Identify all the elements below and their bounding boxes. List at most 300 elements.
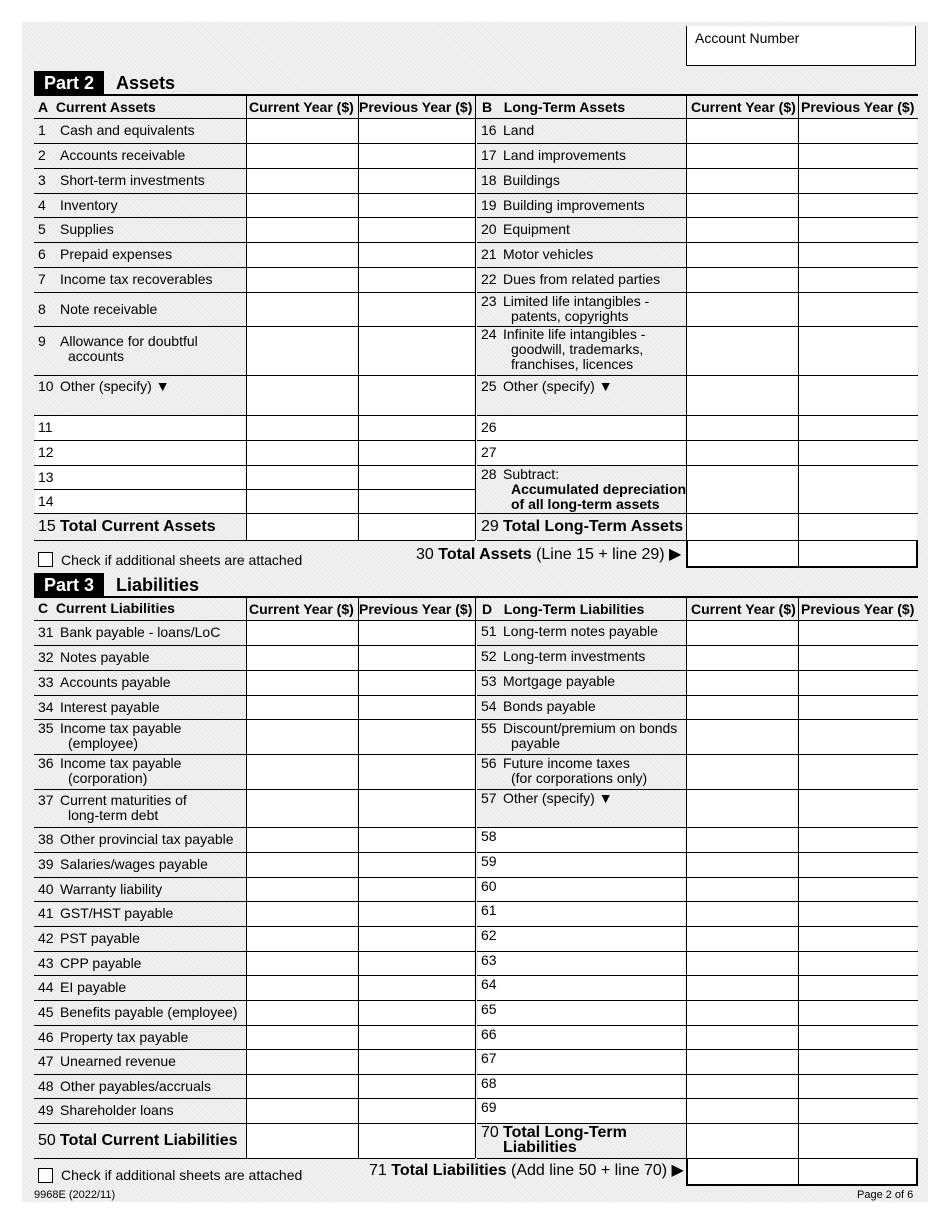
liabilities-additional-sheets-checkbox[interactable] [38,1168,53,1183]
previous-year-input-line-49[interactable] [358,1099,474,1123]
row-label-line-15 [38,519,244,534]
previous-year-input-line-15[interactable] [358,514,474,540]
line-number: 28 [481,466,497,482]
line-number: 8 [38,301,46,317]
current-year-input-line-6[interactable] [247,243,357,267]
line-number: 2 [38,147,46,163]
current-year-input-line-47[interactable] [247,1050,357,1074]
current-year-input-line-18[interactable] [687,169,797,193]
current-year-input-line-8[interactable] [247,293,357,326]
current-year-input-line-62[interactable] [687,927,797,951]
previous-year-input-line-7[interactable] [358,268,474,292]
line-description: Accounts receivable [60,147,186,163]
previous-year-input-line-8[interactable] [358,293,474,326]
previous-year-input-line-3[interactable] [358,169,474,193]
total-liabilities-number: 71 [369,1162,387,1179]
line-number: 39 [38,856,54,872]
previous-year-input-line-40[interactable] [358,878,474,901]
previous-year-input-line-43[interactable] [358,952,474,975]
line-description: Dues from related parties [503,271,661,287]
previous-year-input-line-69[interactable] [798,1099,917,1123]
current-year-input-line-41[interactable] [247,902,357,926]
current-year-input-line-63[interactable] [687,952,797,975]
column-divider [246,94,247,540]
current-year-input-line-40[interactable] [247,878,357,901]
previous-year-input-line-32[interactable] [358,646,474,670]
current-year-input-line-55[interactable] [687,720,797,754]
previous-year-input-line-1[interactable] [358,119,474,143]
line-number: 56 [481,755,497,771]
line-number: 59 [481,853,497,869]
line-description: Mortgage payable [503,673,616,689]
col-previous-c: Previous Year ($) [359,601,473,617]
previous-year-input-line-10[interactable] [358,376,474,415]
current-year-input-line-5[interactable] [247,218,357,242]
row-label-line-21 [481,247,684,262]
row-label-line-23 [481,294,684,324]
line-description: Land improvements [503,147,626,163]
previous-year-input-line-23[interactable] [798,293,917,326]
row-divider [34,1158,475,1159]
col-current-b: Current Year ($) [691,99,796,115]
previous-year-input-line-45[interactable] [358,1001,474,1025]
previous-year-input-line-14[interactable] [358,490,474,513]
row-label-line-40 [38,882,244,897]
row-label-line-35 [38,721,244,751]
line-description: Future income taxes [503,755,630,771]
line-number: 9 [38,333,46,349]
previous-year-input-line-48[interactable] [358,1075,474,1098]
line-number: 4 [38,197,46,213]
column-divider [798,596,799,1158]
current-year-input-line-45[interactable] [247,1001,357,1025]
line-description-cont: of all long-term assets [511,496,660,512]
previous-year-input-line-18[interactable] [798,169,917,193]
previous-year-input-line-27[interactable] [798,441,917,465]
current-year-input-line-61[interactable] [687,902,797,926]
current-year-input-line-49[interactable] [247,1099,357,1123]
column-divider [246,596,247,1158]
line-description: Total Current Assets [60,518,216,535]
row-label-line-10 [38,379,244,394]
current-year-input-line-10[interactable] [247,376,357,415]
current-year-input-line-12[interactable] [247,441,357,465]
current-year-input-line-57[interactable] [687,790,797,827]
line-number: 21 [481,246,497,262]
line-number: 58 [481,828,497,844]
previous-year-input-line-5[interactable] [358,218,474,242]
line-description: Short-term investments [60,172,205,188]
line-description: PST payable [60,930,140,946]
row-label-line-2 [38,148,244,163]
previous-year-input-line-4[interactable] [358,194,474,217]
row-label-line-65 [481,1002,684,1017]
line-number: 54 [481,698,497,714]
previous-year-input-line-21[interactable] [798,243,917,267]
line-number: 34 [38,699,54,715]
row-label-line-66 [481,1027,684,1042]
previous-year-input-line-41[interactable] [358,902,474,926]
row-label-line-22 [481,272,684,287]
part3-name: Liabilities [116,574,200,595]
total-assets-note: (Line 15 + line 29) [536,546,665,563]
current-year-input-line-1[interactable] [247,119,357,143]
column-divider [475,596,476,1158]
current-year-input-line-66[interactable] [687,1026,797,1049]
current-year-input-line-67[interactable] [687,1050,797,1074]
row-label-line-6 [38,247,244,262]
line-number: 40 [38,881,54,897]
current-year-input-line-56[interactable] [687,755,797,789]
line-description: Other payables/accruals [60,1078,211,1094]
line-number: 64 [481,976,497,992]
previous-year-input-line-52[interactable] [798,646,917,670]
previous-year-input-line-66[interactable] [798,1026,917,1049]
current-year-input-line-4[interactable] [247,194,357,217]
previous-year-input-line-54[interactable] [798,696,917,719]
previous-year-input-line-47[interactable] [358,1050,474,1074]
line-number: 62 [481,927,497,943]
line-number: 14 [38,493,54,509]
row-label-line-24 [481,327,684,372]
column-divider [686,94,687,540]
current-year-input-line-7[interactable] [247,268,357,292]
box-edge [686,540,688,568]
current-year-input-line-69[interactable] [687,1099,797,1123]
row-divider [34,540,475,541]
line-number: 53 [481,673,497,689]
previous-year-input-line-35[interactable] [358,720,474,754]
current-year-input-line-51[interactable] [687,621,797,645]
line-number: 6 [38,246,46,262]
previous-year-input-line-2[interactable] [358,144,474,168]
previous-year-input-line-59[interactable] [798,853,917,877]
row-label-line-43 [38,956,244,971]
line-description: Income tax payable [60,720,182,736]
previous-year-input-line-50[interactable] [358,1124,474,1158]
row-label-line-4 [38,198,244,213]
line-description: Discount/premium on bonds [503,720,678,736]
current-year-input-line-48[interactable] [247,1075,357,1098]
row-label-line-3 [38,173,244,188]
line-number: 43 [38,955,54,971]
line-number: 17 [481,147,497,163]
box-edge [686,566,918,568]
previous-year-input-line-25[interactable] [798,376,917,415]
previous-year-input-line-67[interactable] [798,1050,917,1074]
current-year-input-line-33[interactable] [247,671,357,695]
row-label-line-29 [481,519,684,534]
current-year-input-line-53[interactable] [687,671,797,695]
row-label-line-17 [481,148,684,163]
current-year-input-line-26[interactable] [687,416,797,440]
line-description: Accounts payable [60,674,171,690]
previous-year-input-line-19[interactable] [798,194,917,217]
current-year-input-line-20[interactable] [687,218,797,242]
line-number: 65 [481,1001,497,1017]
line-description-cont: payable [511,735,561,751]
section-d-title: Long-Term Liabilities [503,601,645,617]
line-number: 16 [481,122,497,138]
line-description: Interest payable [60,699,160,715]
line-description-cont: goodwill, trademarks, [511,341,644,357]
row-label-line-25 [481,379,684,394]
row-label-line-18 [481,173,684,188]
current-year-input-line-42[interactable] [247,927,357,951]
line-description-cont: (corporation) [68,770,148,786]
current-year-input-line-24[interactable] [687,327,797,375]
section-b-title: Long-Term Assets [503,99,626,115]
current-year-input-line-27[interactable] [687,441,797,465]
previous-year-input-line-57[interactable] [798,790,917,827]
previous-year-input-line-20[interactable] [798,218,917,242]
line-number: 51 [481,623,497,639]
row-label-line-46 [38,1030,244,1045]
previous-year-input-line-38[interactable] [358,828,474,852]
previous-year-input-line-26[interactable] [798,416,917,440]
previous-year-input-line-36[interactable] [358,755,474,789]
current-year-input-line-43[interactable] [247,952,357,975]
previous-year-input-line-65[interactable] [798,1001,917,1025]
column-divider [358,596,359,1158]
previous-year-input-line-16[interactable] [798,119,917,143]
current-year-input-line-65[interactable] [687,1001,797,1025]
line-description: Property tax payable [60,1029,189,1045]
current-year-input-line-46[interactable] [247,1026,357,1049]
arrow-right-icon: ▶ [669,546,682,563]
previous-year-input-line-6[interactable] [358,243,474,267]
current-year-input-line-68[interactable] [687,1075,797,1098]
section-b-header [482,99,625,115]
previous-year-input-line-34[interactable] [358,696,474,719]
current-year-input-line-38[interactable] [247,828,357,852]
previous-year-input-line-11[interactable] [358,416,474,440]
previous-year-input-line-42[interactable] [358,927,474,951]
line-number: 10 [38,378,54,394]
line-description: Bonds payable [503,698,596,714]
column-divider [798,94,799,540]
previous-year-input-line-12[interactable] [358,441,474,465]
line-number: 42 [38,930,54,946]
previous-year-input-line-46[interactable] [358,1026,474,1049]
row-label-line-27 [481,445,684,460]
row-label-line-38 [38,832,244,847]
line-number: 26 [481,419,497,435]
line-description: Buildings [503,172,560,188]
total-liabilities-label [369,1160,684,1180]
current-year-input-line-50[interactable] [247,1124,357,1158]
previous-year-input-line-64[interactable] [798,976,917,1000]
current-year-input-line-13[interactable] [247,466,357,489]
previous-year-input-line-13[interactable] [358,466,474,489]
row-label-line-57 [481,791,684,806]
line-description-cont: Liabilities [503,1139,577,1156]
line-description: Unearned revenue [60,1053,176,1069]
previous-year-input-line-61[interactable] [798,902,917,926]
total-liabilities-note: (Add line 50 + line 70) [510,1162,668,1179]
current-year-input-line-70[interactable] [687,1124,797,1158]
row-label-line-51 [481,624,684,639]
line-number: 49 [38,1102,54,1118]
line-number: 35 [38,720,54,736]
previous-year-input-line-62[interactable] [798,927,917,951]
current-year-input-line-19[interactable] [687,194,797,217]
current-year-input-line-14[interactable] [247,490,357,513]
row-label-line-63 [481,953,684,968]
previous-year-input-line-33[interactable] [358,671,474,695]
previous-year-input-line-58[interactable] [798,828,917,852]
current-year-input-line-54[interactable] [687,696,797,719]
current-year-input-line-22[interactable] [687,268,797,292]
current-year-input-line-35[interactable] [247,720,357,754]
current-year-input-line-9[interactable] [247,327,357,375]
previous-year-input-line-56[interactable] [798,755,917,789]
row-label-line-32 [38,650,244,665]
line-description: GST/HST payable [60,905,174,921]
current-year-input-line-21[interactable] [687,243,797,267]
previous-year-input-line-29[interactable] [798,514,917,540]
line-description: Income tax payable [60,755,182,771]
current-year-input-line-28[interactable] [687,466,797,513]
assets-additional-sheets-checkbox[interactable] [38,552,53,567]
line-description: Bank payable - loans/LoC [60,624,221,640]
row-label-line-47 [38,1054,244,1069]
arrow-right-icon: ▶ [671,1162,684,1179]
line-description: Long-term notes payable [503,623,658,639]
previous-year-input-line-37[interactable] [358,790,474,827]
line-description-cont: long-term debt [68,807,159,823]
previous-year-input-line-44[interactable] [358,976,474,1000]
page-number: Page 2 of 6 [857,1189,914,1201]
line-number: 32 [38,649,54,665]
line-number: 67 [481,1050,497,1066]
previous-year-input-line-68[interactable] [798,1075,917,1098]
row-label-line-59 [481,854,684,869]
line-number: 60 [481,878,497,894]
line-number: 45 [38,1004,54,1020]
previous-year-input-line-9[interactable] [358,327,474,375]
col-current-c: Current Year ($) [249,601,354,617]
row-label-line-44 [38,980,244,995]
section-c-letter: C [38,600,49,616]
total-assets-number: 30 [416,546,434,563]
previous-year-input-line-24[interactable] [798,327,917,375]
previous-year-input-line-55[interactable] [798,720,917,754]
box-edge [686,1184,918,1186]
line-number: 38 [38,831,54,847]
previous-year-input-line-28[interactable] [798,466,917,513]
previous-year-input-line-22[interactable] [798,268,917,292]
current-year-input-line-39[interactable] [247,853,357,877]
row-label-line-61 [481,903,684,918]
line-description: EI payable [60,979,127,995]
row-label-line-64 [481,977,684,992]
row-label-line-9 [38,334,244,364]
current-year-input-line-2[interactable] [247,144,357,168]
part3-label: Part 3 [34,573,104,597]
previous-year-input-line-17[interactable] [798,144,917,168]
row-label-line-68 [481,1076,684,1091]
current-year-input-line-25[interactable] [687,376,797,415]
line-number: 20 [481,221,497,237]
line-number: 24 [481,326,497,342]
line-number: 41 [38,905,54,921]
current-year-input-line-64[interactable] [687,976,797,1000]
current-year-input-line-11[interactable] [247,416,357,440]
current-year-input-line-44[interactable] [247,976,357,1000]
section-b-letter: B [482,99,493,115]
current-year-input-line-15[interactable] [247,514,357,540]
row-label-line-7 [38,272,244,287]
row-label-line-26 [481,420,684,435]
total-assets-input[interactable] [688,541,916,567]
current-year-input-line-3[interactable] [247,169,357,193]
current-year-input-line-60[interactable] [687,878,797,901]
line-description: Equipment [503,221,570,237]
current-year-input-line-31[interactable] [247,621,357,645]
row-label-line-14 [38,494,244,509]
line-description-cont: patents, copyrights [511,308,629,324]
row-label-line-60 [481,879,684,894]
current-year-input-line-16[interactable] [687,119,797,143]
line-description-cont: accounts [68,348,125,364]
section-a-letter: A [38,99,49,115]
part3-title [34,573,199,597]
line-number: 31 [38,624,54,640]
line-description: Warranty liability [60,881,163,897]
line-description-cont: (for corporations only) [511,770,648,786]
previous-year-input-line-60[interactable] [798,878,917,901]
line-number: 47 [38,1053,54,1069]
line-number: 70 [481,1124,499,1141]
current-year-input-line-59[interactable] [687,853,797,877]
total-liabilities-input[interactable] [688,1159,916,1185]
previous-year-input-line-31[interactable] [358,621,474,645]
line-description: Shareholder loans [60,1102,174,1118]
current-year-input-line-29[interactable] [687,514,797,540]
line-number: 50 [38,1132,56,1149]
row-label-line-1 [38,123,244,138]
line-description: CPP payable [60,955,142,971]
current-year-input-line-52[interactable] [687,646,797,670]
account-number-field[interactable] [686,26,916,66]
current-year-input-line-17[interactable] [687,144,797,168]
section-a-title: Current Assets [55,99,156,115]
previous-year-input-line-70[interactable] [798,1124,917,1158]
current-year-input-line-34[interactable] [247,696,357,719]
row-label-line-39 [38,857,244,872]
row-label-line-19 [481,198,684,213]
line-description: Other provincial tax payable [60,831,234,847]
current-year-input-line-37[interactable] [247,790,357,827]
box-edge [916,540,918,568]
part2-header-top-rule [34,94,918,96]
row-label-line-13 [38,470,244,485]
row-label-line-50 [38,1133,244,1148]
row-label-line-62 [481,928,684,943]
col-previous-d: Previous Year ($) [801,601,915,617]
previous-year-input-line-51[interactable] [798,621,917,645]
line-number: 3 [38,172,46,188]
current-year-input-line-36[interactable] [247,755,357,789]
current-year-input-line-23[interactable] [687,293,797,326]
row-label-line-53 [481,674,684,689]
current-year-input-line-32[interactable] [247,646,357,670]
previous-year-input-line-39[interactable] [358,853,474,877]
previous-year-input-line-63[interactable] [798,952,917,975]
current-year-input-line-58[interactable] [687,828,797,852]
previous-year-input-line-53[interactable] [798,671,917,695]
